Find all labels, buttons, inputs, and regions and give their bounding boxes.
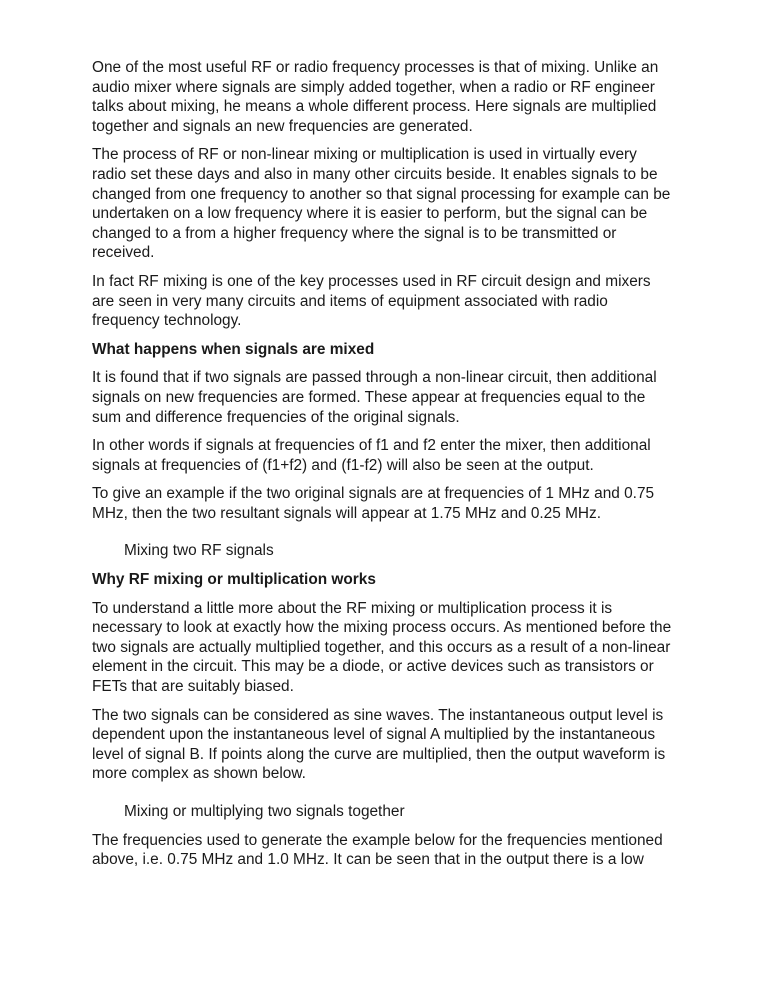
paragraph-example: To give an example if the two original signals are at frequencies of 1 MHz and 0.75 MHz, then the two resultant signals will appear at 1.75 MHz and 0.25 MHz. [92,485,655,522]
heading-why-mixing-works: Why RF mixing or multiplication works [92,571,376,589]
document-body [92,58,674,879]
paragraph-sine-waves: The two signals can be considered as sine waves. The instantaneous output level is dependent upon the instantaneous level of signal A multiplied by the instantaneous level of signal B. If points along the curve are multiplied, then the output waveform is more complex as shown below. [92,706,666,783]
figure-caption-mixing: Mixing two RF signals [124,542,274,560]
paragraph-key-process: In fact RF mixing is one of the key processes used in RF circuit design and mixers are seen in very many circuits and items of equipment associated with radio frequency technology. [92,272,651,330]
paragraph-nonlinear: It is found that if two signals are passed through a non-linear circuit, then additional signals on new frequencies are formed. These appear at frequencies equal to the sum and difference frequencies of the original signals. [92,369,657,426]
paragraph-f1-f2: In other words if signals at frequencies of f1 and f2 enter the mixer, then additional signals at frequencies of (f1+f2) and (f1-f2) will also be seen at the output. [92,437,651,474]
paragraph-frequencies-used: The frequencies used to generate the example below for the frequencies mentioned above, i.e. 0.75 MHz and 1.0 MHz. It can be seen that in the output there is a low [92,831,663,869]
paragraph-understand: To understand a little more about the RF mixing or multiplication process it is necessary to look at exactly how the mixing process occurs. As mentioned before the two signals are actually multiplied together, and this occurs as a result of a non-linear element in the circuit. This may be a diode, or active devices such as transistors or FETs that are suitably biased. [92,599,672,696]
paragraph-process: The process of RF or non-linear mixing or multiplication is used in virtually every radio set these days and also in many other circuits beside. It enables signals to be changed from one frequency to another so that signal processing for example can be undertaken on a low frequency where it is easier to perform, but the signal can be changed to a from a higher frequency where the signal is to be transmitted or received. [92,146,671,262]
paragraph-intro: One of the most useful RF or radio frequency processes is that of mixing. Unlike an audio mixer where signals are simply added together, when a radio or RF engineer talks about mixing, he means a whole different process. Here signals are multiplied together and signals an new frequencies are generated. [92,59,659,135]
figure-caption-multiplying: Mixing or multiplying two signals together [124,803,405,820]
heading-what-happens: What happens when signals are mixed [92,340,375,358]
